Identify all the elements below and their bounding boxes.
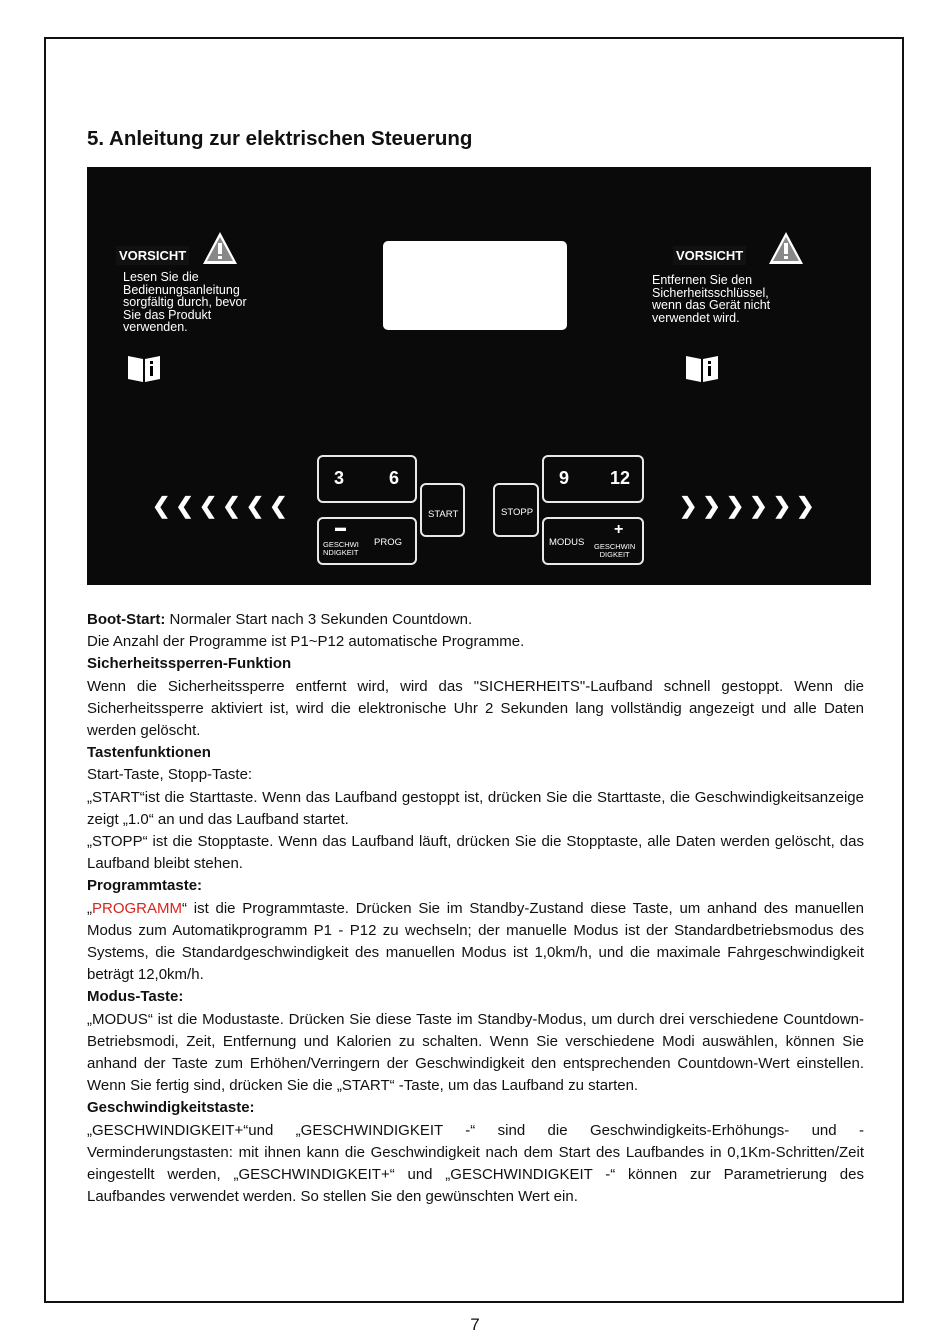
stopp-label: STOPP [501, 507, 534, 518]
program-heading: Programmtaste: [87, 877, 203, 895]
right-warning-triangle-icon [767, 230, 805, 266]
plus-icon: + [614, 521, 624, 538]
speed-6-button[interactable]: 6 [389, 468, 400, 488]
left-warning-text: Lesen Sie die Bedienungsanleitung sorgfältig durch, bevor Sie das Produkt verwenden. [123, 270, 247, 334]
keys-heading: Tastenfunktionen [87, 744, 211, 762]
safety-paragraph: Wenn die Sicherheitssperre entfernt wird, wird das "SICHERHEITS"-Laufband schnell gestoppt. Wenn die Sicherheitssperre aktiviert ist, wird die elektronische Uhr 2 Sekunden lang vollständig angezeigt und alle Daten werden gelöscht. [87, 677, 864, 740]
safety-heading: Sicherheitssperren-Funktion [87, 655, 292, 673]
section-title: 5. Anleitung zur elektrischen Steuerung [87, 127, 473, 150]
speed-minus-button[interactable]: GESCHWI NDIGKEIT [323, 540, 359, 557]
modus-button[interactable]: MODUS [549, 537, 585, 548]
stopp-button[interactable] [493, 483, 539, 537]
program-paragraph: „PROGRAMM“ ist die Programmtaste. Drücken Sie im Standby-Zustand diese Taste, um anhand des manuellen Modus zum Automatikprogramm P1 - P12 zu wechseln; der manuelle Modus ist der Standardbetriebsmodus des Systems, die Standardgeschwindigkeit des manuellen Modus ist 1,0km/h, und die maximale Fahrgeschwindigkeit beträgt 12,0km/h. [87, 899, 864, 984]
prog-button[interactable]: PROG [374, 537, 402, 548]
right-manual-book-icon [685, 353, 719, 383]
programs-paragraph: Die Anzahl der Programme ist P1~P12 automatische Programme. [87, 633, 525, 651]
start-label: START [428, 509, 459, 520]
instructions-body [87, 609, 864, 1208]
speed-3-button[interactable]: 3 [334, 468, 345, 488]
speed-12-button[interactable]: 12 [610, 468, 631, 488]
speed-minus-prog-button-group [317, 517, 417, 565]
right-chevrons-icon: ❯❯❯❯❯❯ [679, 493, 820, 518]
speed-heading: Geschwindigkeitstaste: [87, 1099, 255, 1117]
left-warning-label: VORSICHT [116, 246, 189, 265]
speed-9-button[interactable]: 9 [559, 468, 570, 488]
stop-key-paragraph: „STOPP“ ist die Stopptaste. Wenn das Laufband läuft, drücken Sie die Stopptaste, alle Daten werden gelöscht, das Laufband bleibt stehen. [87, 833, 864, 873]
left-chevrons-icon: ❮❮❮❮❮❮ [152, 493, 293, 518]
start-button[interactable] [420, 483, 465, 537]
minus-icon: ▬ [335, 522, 346, 534]
speed-3-6-button-group [317, 455, 417, 503]
speed-9-12-button-group [542, 455, 644, 503]
left-manual-book-icon [127, 353, 161, 383]
right-warning-text: Entfernen Sie den Sicherheitsschlüssel, wenn das Gerät nicht verwendet wird. [652, 273, 771, 325]
speed-plus-button[interactable]: GESCHWIN DIGKEIT [594, 542, 636, 559]
boot-start-paragraph: Boot-Start: Normaler Start nach 3 Sekunden Countdown. [87, 611, 473, 628]
modus-speed-plus-button-group [542, 517, 644, 565]
lcd-display [383, 241, 567, 330]
mode-heading: Modus-Taste: [87, 988, 184, 1006]
right-warning-label: VORSICHT [673, 246, 746, 265]
mode-paragraph: „MODUS“ ist die Modustaste. Drücken Sie diese Taste im Standby-Modus, um durch drei verschiedene Countdown-Betriebsmodi, Zeit, Entfernung und Kalorien zu schalten. Wenn Sie verschiedene Modi auswählen, können Sie anhand der Taste zum Erhöhen/Verringern der Geschwindigkeit den entsprechenden Countdown-Wert einstellen. Wenn Sie fertig sind, drücken Sie die „START“ -Taste, um das Laufband zu starten. [87, 1010, 864, 1095]
page-number: 7 [470, 1315, 480, 1334]
left-warning-triangle-icon [201, 230, 239, 266]
control-panel-image [87, 167, 871, 585]
start-key-paragraph: „START“ist die Starttaste. Wenn das Laufband gestoppt ist, drücken Sie die Starttaste, die Geschwindigkeitsanzeige zeigt „1.0“ an und das Laufband startet. [87, 788, 864, 828]
speed-paragraph: „GESCHWINDIGKEIT+“und „GESCHWINDIGKEIT -“ sind die Geschwindigkeits-Erhöhungs- und -Verminderungstasten: mit ihnen kann die Geschwindigkeit nach dem Start des Laufbandes in 0,1Km-Schritten/Zeit eingestellt werden, „GESCHWINDIGKEIT+“ und „GESCHWINDIGKEIT -“ können zur Parametrierung des Laufbandes verwendet werden. So stellen Sie den gewünschten Wert ein. [87, 1121, 864, 1206]
keys-subheading: Start-Taste, Stopp-Taste: [87, 766, 253, 784]
